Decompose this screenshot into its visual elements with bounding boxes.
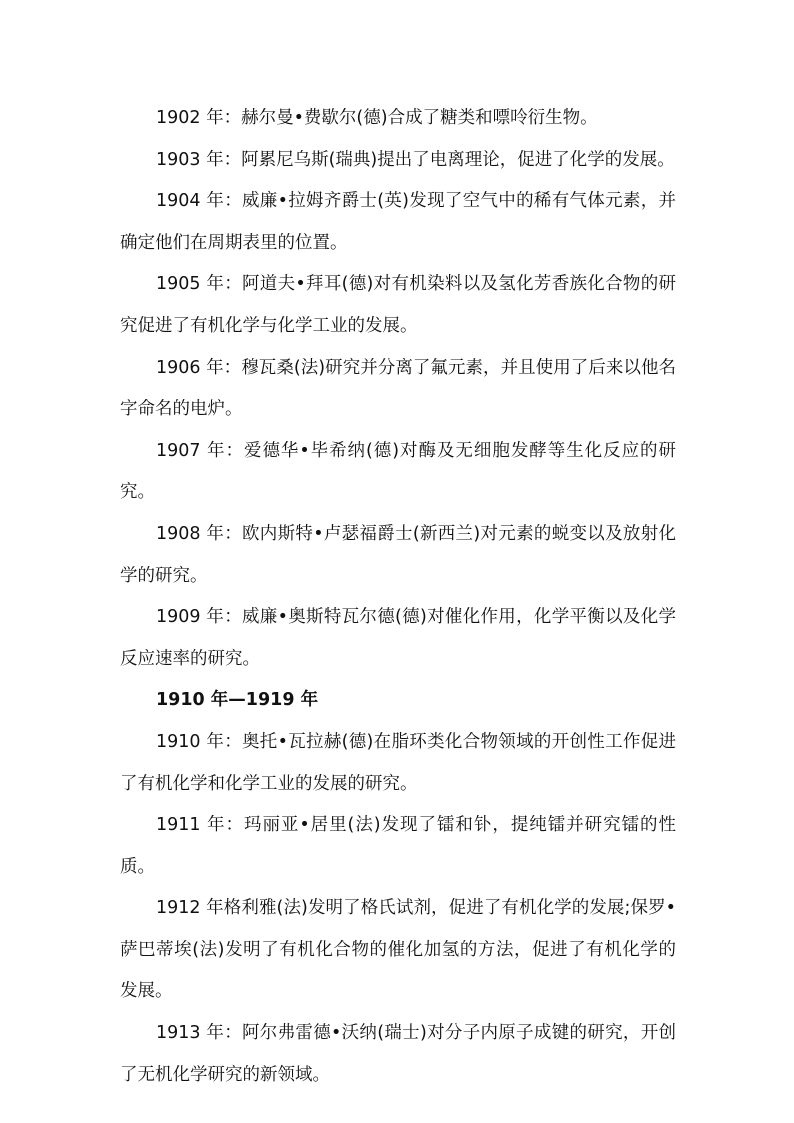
paragraph-1903: 1903 年：阿累尼乌斯(瑞典)提出了电离理论，促进了化学的发展。 xyxy=(156,149,675,170)
paragraph-1909: 1909 年：威廉•奥斯特瓦尔德(德)对催化作用，化学平衡以及化学反应速率的研究。 xyxy=(120,607,676,669)
document-page xyxy=(120,98,676,1096)
paragraph-1905: 1905 年：阿道夫•拜耳(德)对有机染料以及氢化芳香族化合物的研究促进了有机化学与化学工业的发展。 xyxy=(120,274,676,336)
paragraph-1902: 1902 年：赫尔曼•费歇尔(德)合成了糖类和嘌呤衍生物。 xyxy=(156,108,598,128)
paragraph-1911: 1911 年：玛丽亚•居里(法)发现了镭和钋，提纯镭并研究镭的性质。 xyxy=(120,815,676,877)
paragraph-1906: 1906 年：穆瓦桑(法)研究并分离了氟元素，并且使用了后来以他名字命名的电炉。 xyxy=(120,357,676,420)
paragraph-1910: 1910 年：奥托•瓦拉赫(德)在脂环类化合物领域的开创性工作促进了有机化学和化学工业的发展的研究。 xyxy=(120,731,676,794)
paragraph-1904: 1904 年：威廉•拉姆齐爵士(英)发现了空气中的稀有气体元素，并确定他们在周期表里的位置。 xyxy=(120,191,676,253)
paragraph-1913: 1913 年：阿尔弗雷德•沃纳(瑞士)对分子内原子成键的研究，开创了无机化学研究的新领域。 xyxy=(120,1023,676,1085)
paragraph-1907: 1907 年：爱德华•毕希纳(德)对酶及无细胞发酵等生化反应的研究。 xyxy=(120,440,676,503)
paragraph-1912: 1912 年格利雅(法)发明了格氏试剂，促进了有机化学的发展;保罗•萨巴蒂埃(法)发明了有机化合物的催化加氢的方法，促进了有机化学的发展。 xyxy=(120,898,676,1002)
section-heading: 1910 年—1919 年 xyxy=(156,690,319,711)
paragraph-1908: 1908 年：欧内斯特•卢瑟福爵士(新西兰)对元素的蜕变以及放射化学的研究。 xyxy=(120,523,676,586)
